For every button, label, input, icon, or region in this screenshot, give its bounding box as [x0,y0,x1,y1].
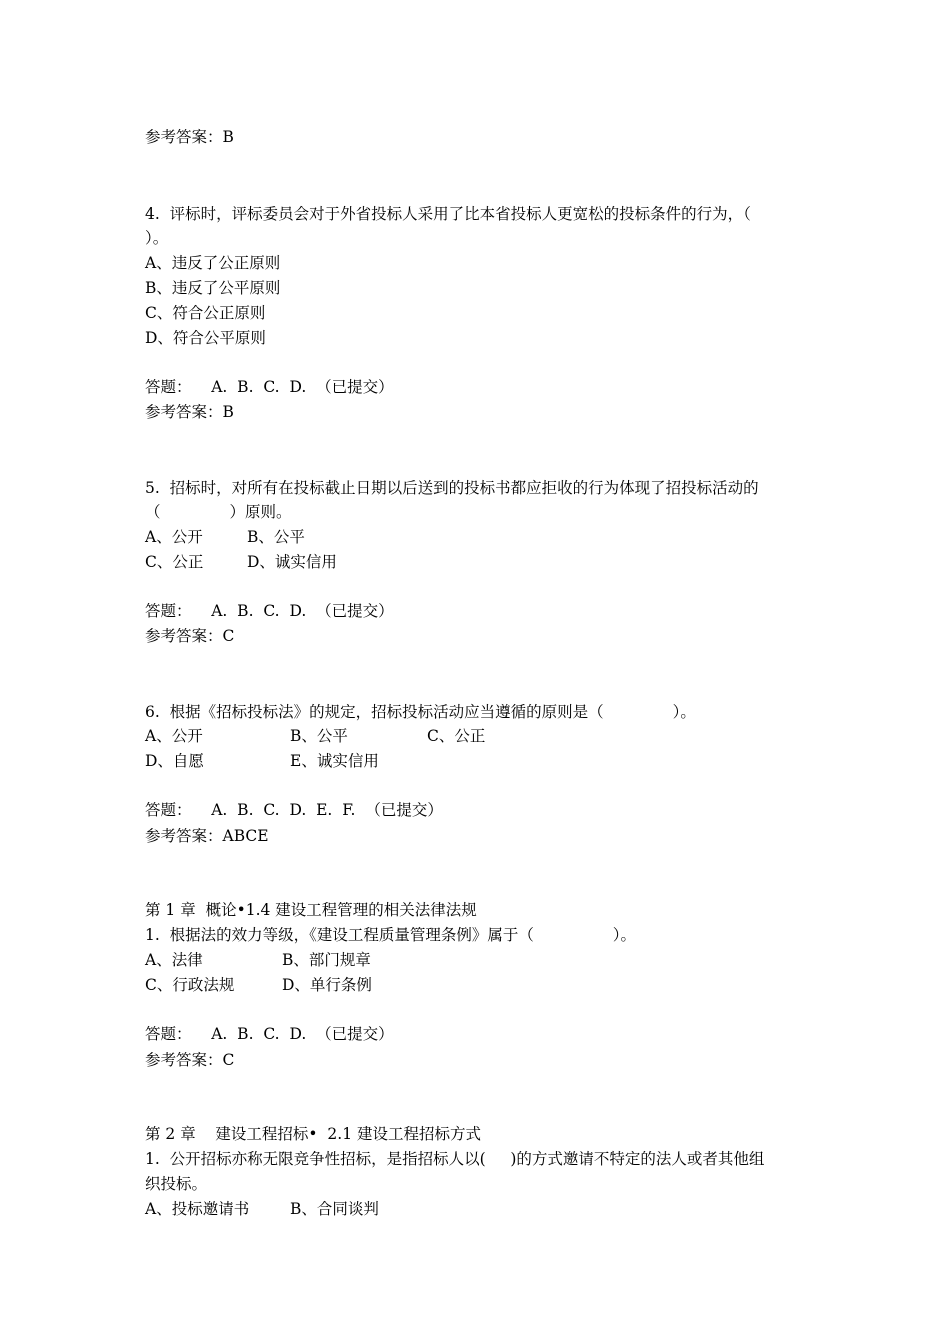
question-5-option-b: B、公平 [247,528,305,546]
question-4-option-d: D、符合公平原则 [145,329,266,347]
question-5-stem-line2: （ ）原则。 [145,503,292,521]
question-5-answer: 答题： A. B. C. D. （已提交） [145,602,394,620]
section-2-heading: 第 2 章 建设工程招标• 2.1 建设工程招标方式 [145,1125,481,1143]
section-1-option-a: A、法律 [145,951,203,969]
question-4-option-a: A、违反了公正原则 [145,254,281,272]
question-6-option-a: A、公开 [145,727,203,745]
section-1-reference-answer: 参考答案：C [145,1051,235,1069]
section-2-question-1-stem-line2: 织投标。 [145,1175,208,1193]
section-2-option-b: B、合同谈判 [290,1200,379,1218]
question-6-stem: 6. 根据《招标投标法》的规定，招标投标活动应当遵循的原则是（ ）。 [145,703,696,721]
question-4-stem-line1: 4. 评标时，评标委员会对于外省投标人采用了比本省投标人更宽松的投标条件的行为，（ [145,205,751,223]
question-5-stem-line1: 5. 招标时，对所有在投标截止日期以后送到的投标书都应拒收的行为体现了招投标活动的 [145,479,759,497]
question-5-reference-answer: 参考答案：C [145,627,235,645]
question-4-answer: 答题： A. B. C. D. （已提交） [145,378,394,396]
question-5-option-d: D、诚实信用 [247,553,337,571]
question-6-option-d: D、自愿 [145,752,204,770]
question-5-option-c: C、公正 [145,553,204,571]
reference-answer-q3: 参考答案：B [145,128,234,146]
question-6-option-c: C、公正 [427,727,486,745]
section-2-option-a: A、投标邀请书 [145,1200,250,1218]
question-5-option-a: A、公开 [145,528,203,546]
question-4-reference-answer: 参考答案：B [145,403,234,421]
section-1-option-c: C、行政法规 [145,976,235,994]
section-1-answer: 答题： A. B. C. D. （已提交） [145,1025,394,1043]
section-1-option-d: D、单行条例 [282,976,372,994]
section-2-question-1-stem-line1: 1. 公开招标亦称无限竞争性招标，是指招标人以( )的方式邀请不特定的法人或者其他组 [145,1150,765,1168]
question-6-answer: 答题： A. B. C. D. E. F. （已提交） [145,801,443,819]
section-1-heading: 第 1 章 概论•1.4 建设工程管理的相关法律法规 [145,901,477,919]
question-4-option-b: B、违反了公平原则 [145,279,281,297]
question-6-option-b: B、公平 [290,727,348,745]
question-6-option-e: E、诚实信用 [290,752,379,770]
question-4-stem-line2: ）。 [145,229,169,247]
question-6-reference-answer: 参考答案：ABCE [145,827,269,845]
question-4-option-c: C、符合公正原则 [145,304,266,322]
section-1-option-b: B、部门规章 [282,951,371,969]
section-1-question-1-stem: 1. 根据法的效力等级，《建设工程质量管理条例》属于（ ）。 [145,926,636,944]
